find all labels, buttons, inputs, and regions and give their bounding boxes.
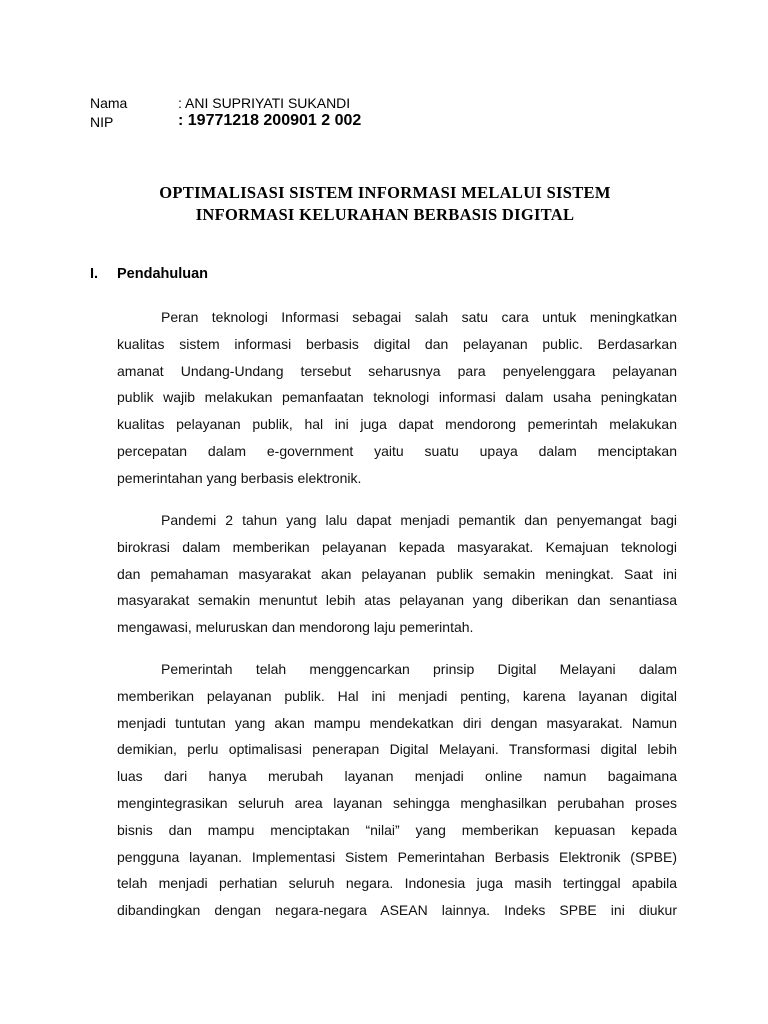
paragraph-line: mengintegrasikan seluruh area layanan sehingga menghasilkan perubahan proses bbox=[117, 794, 677, 811]
nip-label: NIP bbox=[90, 114, 114, 130]
paragraph-line: bisnis dan mampu menciptakan “nilai” yang memberikan kepuasan kepada bbox=[117, 821, 677, 838]
paragraph-line: luas dari hanya merubah layanan menjadi online namun bagaimana bbox=[117, 768, 677, 785]
paragraph-2 bbox=[117, 507, 677, 641]
section-number: I. bbox=[90, 266, 99, 282]
document-title bbox=[90, 182, 680, 226]
section-title: Pendahuluan bbox=[117, 266, 209, 282]
paragraph-line: kualitas pelayanan publik, hal ini juga dapat mendorong pemerintah melakukan bbox=[117, 416, 677, 433]
paragraph-3 bbox=[117, 656, 677, 924]
paragraph-line: memberikan pelayanan publik. Hal ini menjadi penting, karena layanan digital bbox=[117, 687, 677, 704]
name-label: Nama bbox=[90, 95, 128, 111]
paragraph-line: amanat Undang-Undang tersebut seharusnya para penyelenggara pelayanan bbox=[117, 362, 677, 379]
paragraph-1 bbox=[117, 304, 677, 492]
paragraph-line: demikian, perlu optimalisasi penerapan Digital Melayani. Transformasi digital lebih bbox=[117, 741, 677, 758]
paragraph-line: masyarakat semakin menuntut lebih atas pelayanan yang diberikan dan senantiasa bbox=[117, 592, 677, 609]
paragraph-line: telah menjadi perhatian seluruh negara. Indonesia juga masih tertinggal apabila bbox=[117, 875, 677, 892]
name-value: : ANI SUPRIYATI SUKANDI bbox=[178, 95, 351, 111]
paragraph-line: dan pemahaman masyarakat akan pelayanan publik semakin meningkat. Saat ini bbox=[117, 565, 677, 582]
paragraph-line: kualitas sistem informasi berbasis digital dan pelayanan public. Berdasarkan bbox=[117, 335, 677, 352]
paragraph-line: Peran teknologi Informasi sebagai salah satu cara untuk meningkatkan bbox=[161, 309, 677, 325]
paragraph-line: publik wajib melakukan pemanfaatan teknologi informasi dalam usaha peningkatan bbox=[117, 389, 677, 406]
title-line-2: INFORMASI KELURAHAN BERBASIS DIGITAL bbox=[195, 205, 575, 224]
paragraph-line: mengawasi, meluruskan dan mendorong laju pemerintah. bbox=[117, 619, 474, 636]
paragraph-line: pemerintahan yang berbasis elektronik. bbox=[117, 469, 362, 486]
title-line-1: OPTIMALISASI SISTEM INFORMASI MELALUI SISTEM bbox=[159, 183, 611, 202]
paragraph-line: pengguna layanan. Implementasi Sistem Pemerintahan Berbasis Elektronik (SPBE) bbox=[117, 848, 677, 865]
paragraph-line: percepatan dalam e-government yaitu suatu upaya dalam menciptakan bbox=[117, 442, 677, 459]
paragraph-line: Pemerintah telah menggencarkan prinsip Digital Melayani dalam bbox=[161, 661, 677, 677]
paragraph-line: Pandemi 2 tahun yang lalu dapat menjadi pemantik dan penyemangat bagi bbox=[161, 512, 677, 528]
nip-value: : 19771218 200901 2 002 bbox=[178, 112, 362, 129]
paragraph-line: dibandingkan dengan negara-negara ASEAN lainnya. Indeks SPBE ini diukur bbox=[117, 902, 677, 919]
paragraph-line: menjadi tuntutan yang akan mampu mendekatkan diri dengan masyarakat. Namun bbox=[117, 714, 677, 731]
paragraph-line: birokrasi dalam memberikan pelayanan kepada masyarakat. Kemajuan teknologi bbox=[117, 538, 677, 555]
